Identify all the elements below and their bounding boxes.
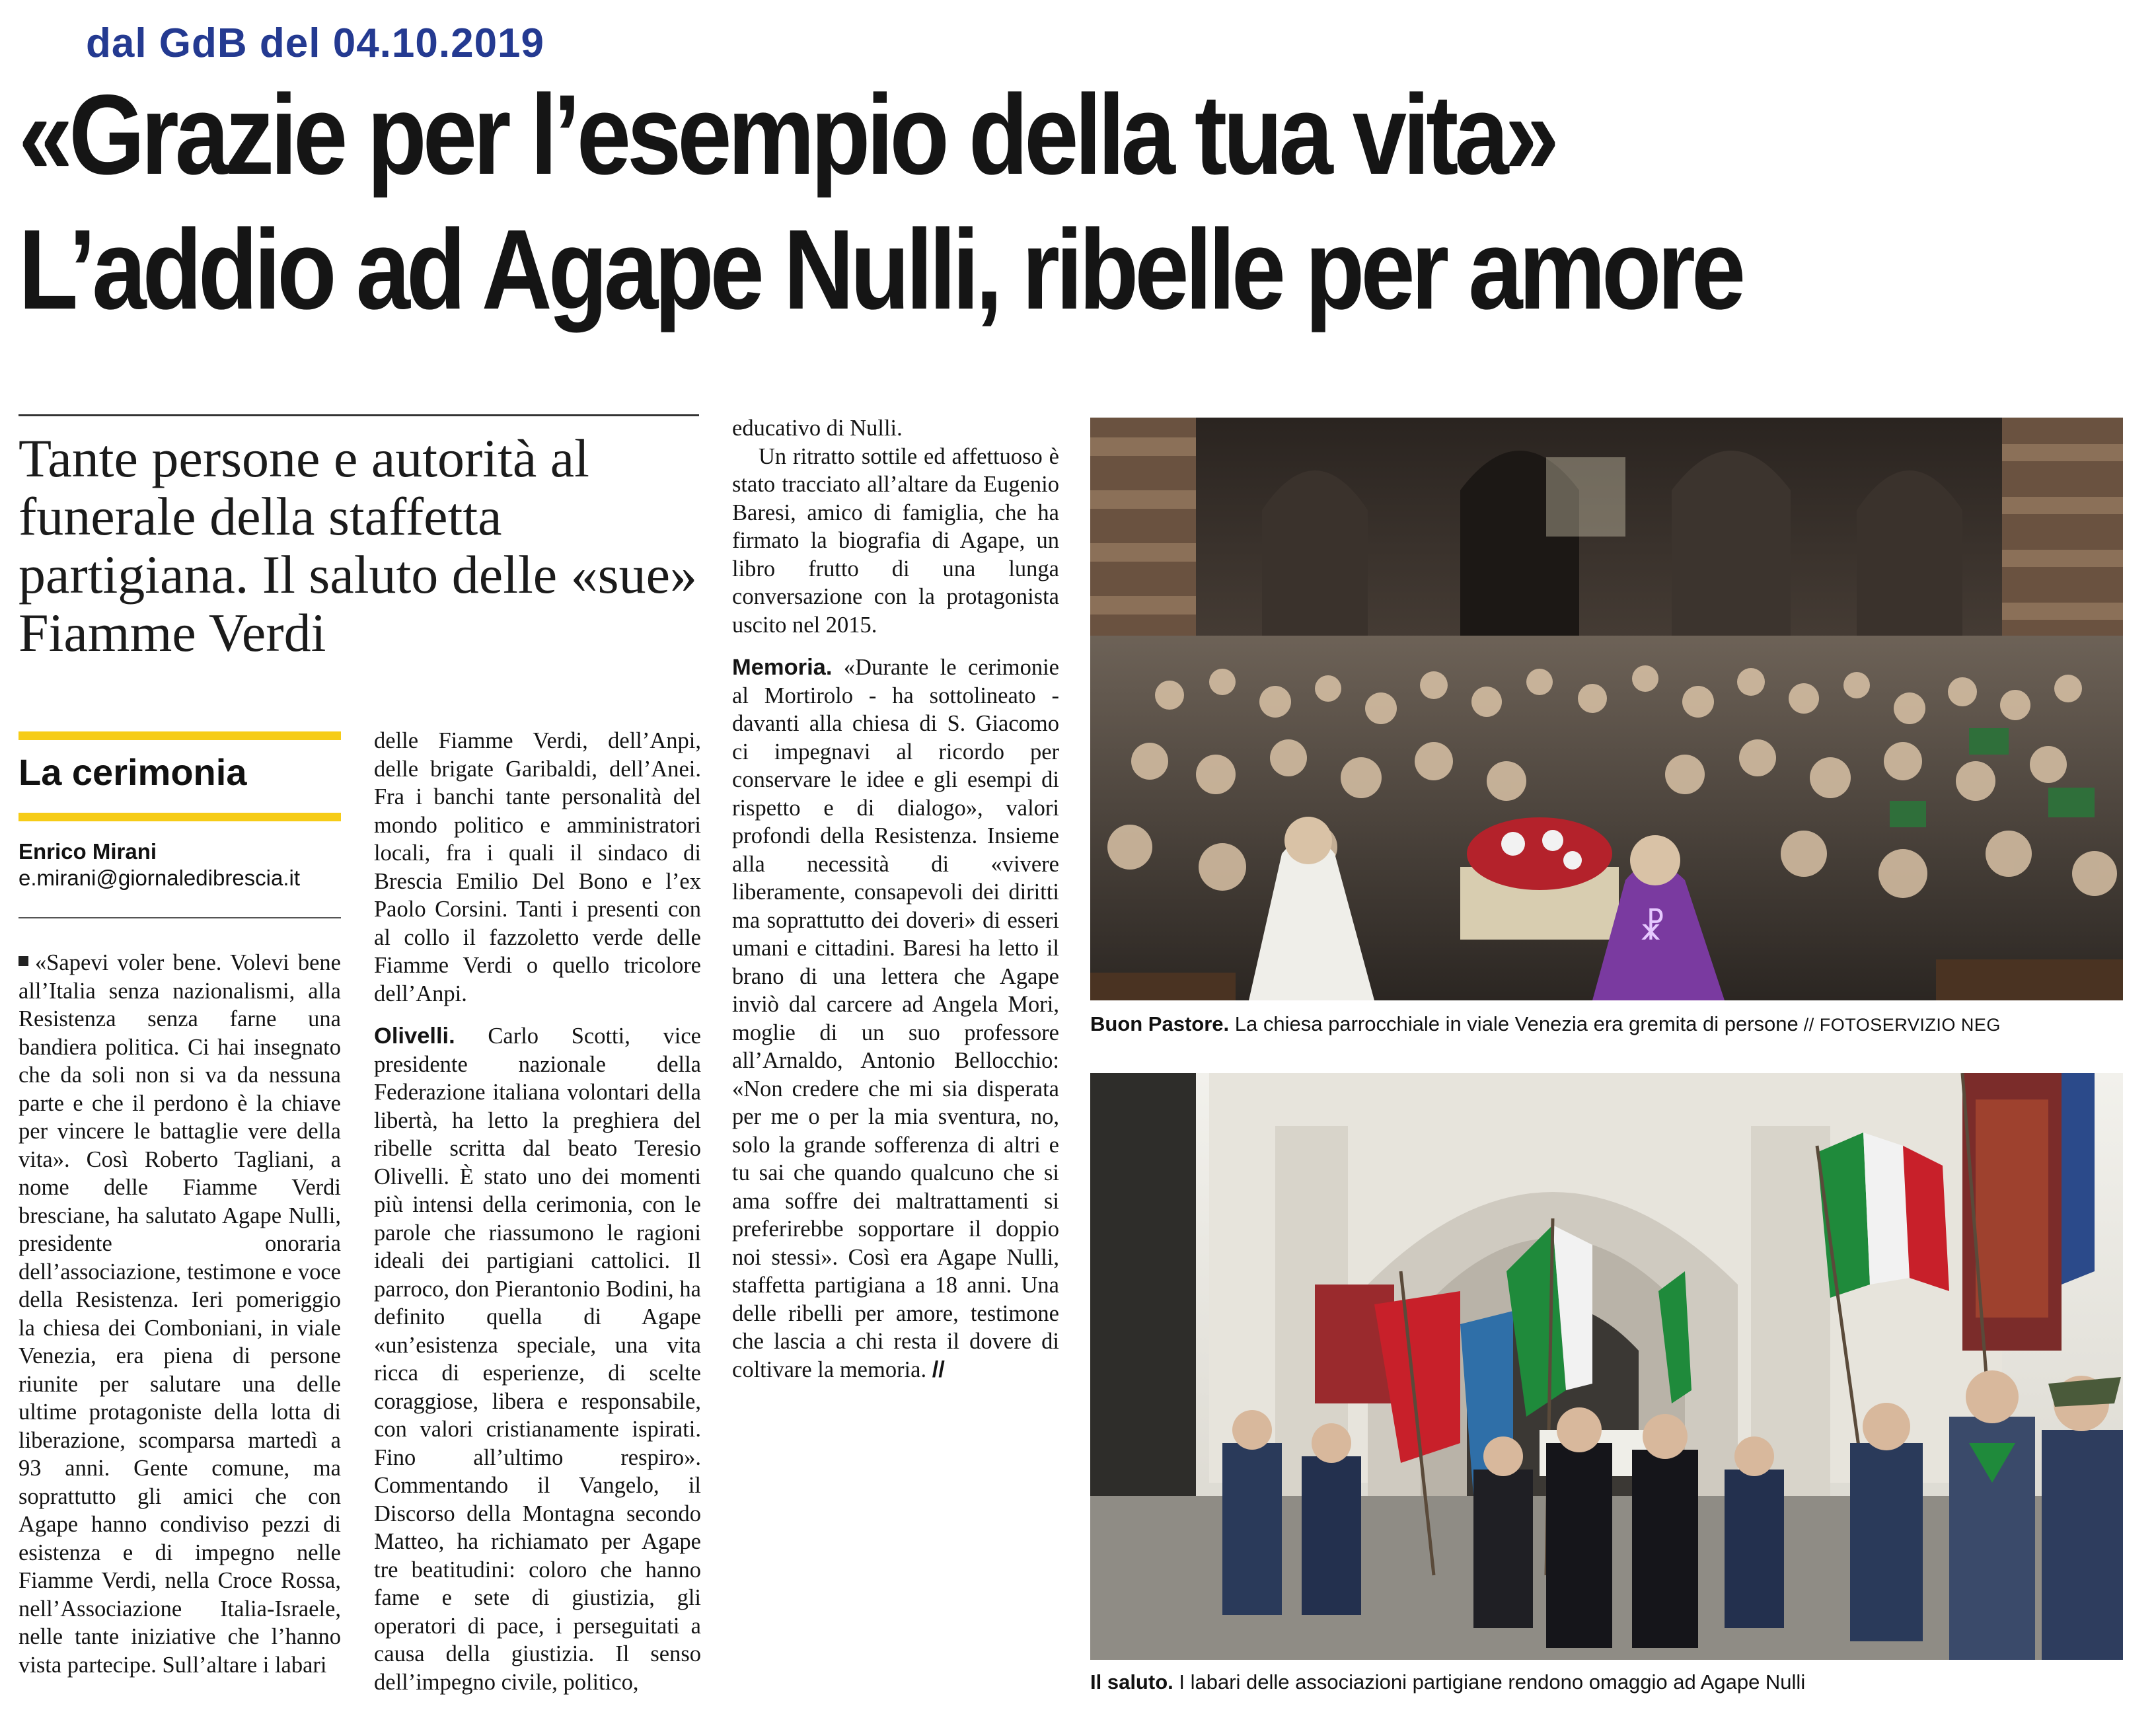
paragraph-opening-cont [374,727,701,1008]
caption-procession [1090,1670,2134,1694]
bullet-square-icon [19,956,28,966]
paragraph-memoria [732,653,1059,1384]
church-interior-illustration [1090,418,2123,1000]
paragraph-portrait: Un ritratto sottile ed affettuoso è stato tracciato all’altare da Eugenio Baresi, amico di famiglia, che ha firmato la biografia di Agape, un libro frutto di una lunga conversazione con la protagonista uscito nel 2015. [732,443,1059,638]
svg-text:☧: ☧ [1639,909,1666,948]
lead-memoria: Memoria. [732,655,833,680]
article-column-2 [374,727,701,1696]
lead-olivelli: Olivelli. [374,1024,455,1049]
headline-line-1: «Grazie per l’esempio della tua vita» [19,71,1555,198]
subtitle-rule [19,414,699,416]
author-name: Enrico Mirani [19,839,157,864]
paragraph-opening-part-1: «Sapevi voler bene. Volevi bene all’Italia senza nazionalismi, alla Resistenza senza farne una bandiera politica. Ci hai insegnato che da soli non si va da nessuna parte e che il perdono è la chiave per vincere le battaglie vere della vita». Così Roberto Tagliani, a nome delle Fiamme Verdi bresciane, ha salutato Agape Nulli, presidente onoraria dell’associazione, testimone e voce della Resistenza. Ieri pomeriggio la chiesa dei Comboniani, in viale Venezia, era piena di persone riunite per salutare una delle ultime protagoniste della lotta di liberazione, scomparsa martedì a 93 anni. Gente comune, ma soprattutto gli amici che con Agape hanno condiviso pezzi di esistenza e di impegno nelle Fiamme Verdi, nella Croce Rossa, nell’Associazione Italia-Israele, nelle tante iniziative che l’hanno vista partecipe. Sull’altare i labari [19,950,341,1678]
section-bar-top [19,731,341,740]
paragraph-olivelli-cont [732,414,1059,443]
source-line: dal GdB del 04.10.2019 [86,20,545,66]
paragraph-olivelli [374,1022,701,1696]
coffin [1460,817,1619,940]
end-mark: // [932,1357,945,1382]
photo-procession [1090,1073,2123,1660]
paragraph-olivelli-part-1: Carlo Scotti, vice presidente nazionale della Federazione italiana volontari della libertà, ha letto la preghiera del ribelle scritta dal beato Teresio Olivelli. È stato uno dei momenti più intensi della cerimonia, con le parole che riassumono le ragioni ideali dei partigiani cattolici. Il parroco, don Pierantonio Bodini, ha definito quella di Agape «un’esistenza speciale, una vita ricca di esperienze, di scelte coraggiose, libera e responsabile, con valori cristianamente ispirati. Fino all’ultimo respiro». Commentando il Vangelo, il Discorso della Montagna secondo Matteo, ha richiamato per Agape tre beatitudini: coloro che hanno fame e sete di giustizia, gli operatori di pace, i perseguitati a causa della giustizia. Il senso dell’impegno civile, politico, [374,1024,701,1695]
caption-church-lead: Buon Pastore. [1090,1012,1230,1035]
photo-church-interior [1090,418,2123,1000]
paragraph-memoria-text: «Durante le cerimonie al Mortirolo - ha sottolineato - davanti alla chiesa di S. Giacomo ci impegnavi al ricordo per conservare le idee e gli esempi di rispetto e di dialogo», valori profondi della Resistenza. Insieme alla necessità di «vivere liberamente, consapevoli dei diritti ma soprattutto dei doveri» di esseri umani e cittadini. Baresi ha letto il brano di una lettera che Agape inviò dal carcere ad Angela Mori, moglie di un suo professore all’Arnaldo, Antonio Bellocchio: «Non credere che mi sia disperata per me o per la mia sventura, no, solo la grande sofferenza di altri e tu sai che quando qualcuno che si ama soffre dei maltrattamenti si preferirebbe sopportare il doppio noi stessi». Così era Agape Nulli, staffetta partigiana a 18 anni. Una delle ribelli per amore, testimone che lascia a chi resta il dovere di coltivare la memoria. [732,655,1059,1382]
paragraph-olivelli-part-2: educativo di Nulli. [732,416,903,441]
caption-procession-text: I labari delle associazioni partigiane rendono omaggio ad Agape Nulli [1173,1670,1806,1694]
subtitle: Tante persone e autorità al funerale della staffetta partigiana. Il saluto delle «sue» Fiamme Verdi [19,428,697,663]
section-bar-bottom [19,813,341,821]
caption-church-text: La chiesa parrocchiale in viale Venezia era gremita di persone [1229,1012,1799,1035]
caption-procession-lead: Il saluto. [1090,1670,1173,1694]
photo-credit: // FOTOSERVIZIO NEG [1798,1015,2001,1035]
section-label: La cerimonia [19,751,247,793]
headline-line-2: L’addio ad Agape Nulli, ribelle per amore [19,206,1742,333]
article-column-1 [19,949,341,1679]
paragraph-opening [19,949,341,1679]
article-column-3 [732,414,1059,1384]
paragraph-opening-part-2: delle Fiamme Verdi, dell’Anpi, delle brigate Garibaldi, dell’Anei. Fra i banchi tante personalità del mondo politico e amministratori locali, fra i quali il sindaco di Brescia Emilio Del Bono e l’ex Paolo Corsini. Tanti i presenti con al collo il fazzoletto verde delle Fiamme Verdi o quello tricolore dell’Anpi. [374,728,701,1006]
author-email[interactable]: e.mirani@giornaledibrescia.it [19,866,301,890]
byline-rule [19,917,341,918]
caption-church [1090,1012,2134,1036]
procession-illustration [1090,1073,2123,1660]
